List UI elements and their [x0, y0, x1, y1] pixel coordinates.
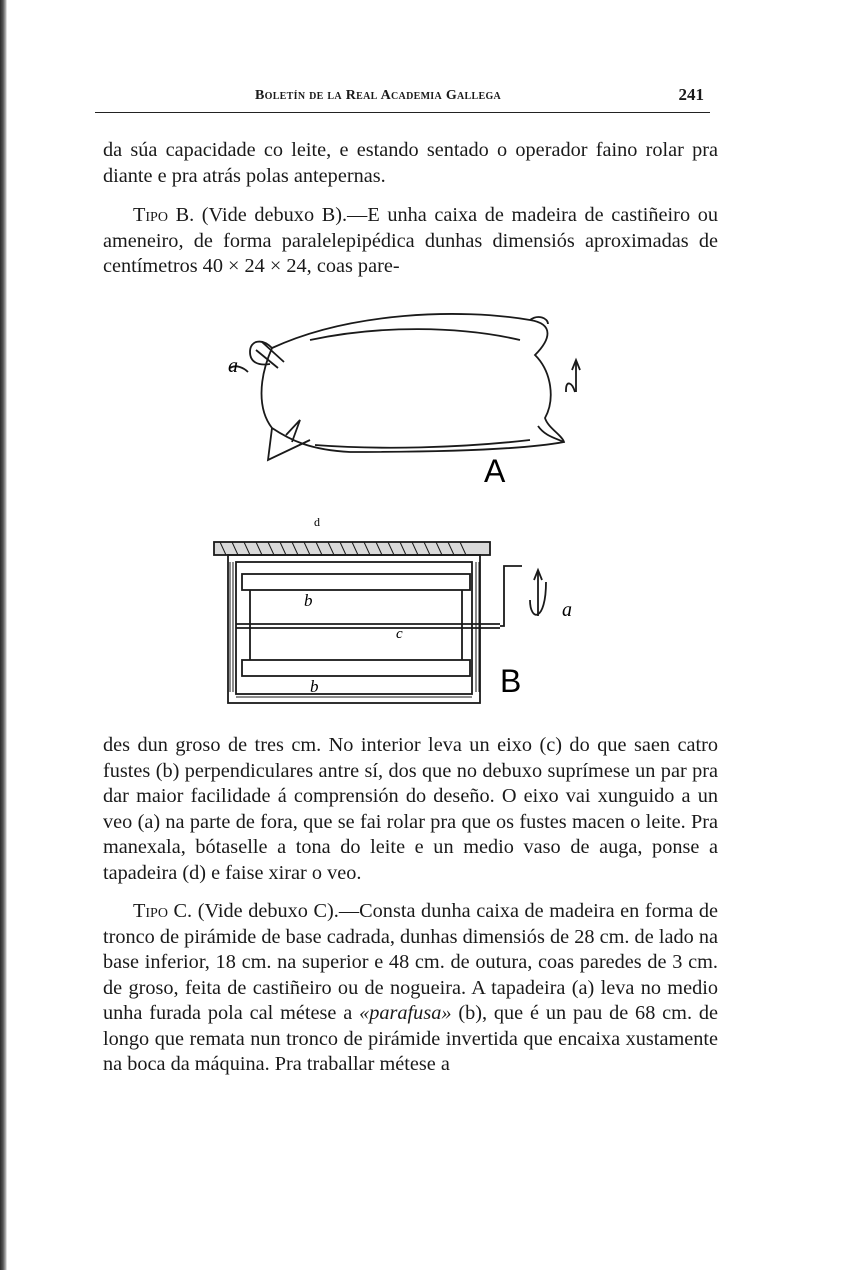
- figure-a-title: A: [484, 453, 506, 489]
- figure-b-label-b-upper: b: [304, 591, 313, 610]
- paragraph-tipo-b-continued: des dun groso de tres cm. No interior leva un eixo (c) do que saen catro fustes (b) perpendiculares antre sí, dos que no debuxo suprímese un par pra dar maior facilidade á comprensión do deseño. O eixo vai xunguido a un veo (a) na parte de fora, que se fai rolar pra que os fustes macen o leite. Pra manexala, bótaselle a tona do leite e un medio vaso de auga, ponse a tapadeira (d) e faise xirar o veo.: [103, 734, 718, 884]
- figure-b-label-c: c: [396, 626, 403, 642]
- page-number: 241: [678, 85, 704, 104]
- text-block-top: [103, 138, 718, 280]
- figure-b-label-a: a: [562, 599, 572, 621]
- page-header: [95, 86, 710, 113]
- text-block-bottom: [103, 733, 718, 1078]
- tipo-c-text-a: (Vide debuxo C).—Consta dunha caixa de madeira en forma de tronco de pirámide de base cadrada, dunhas dimensiós de 28 cm. de lado na base inferior, 18 cm. na superior e 48 cm. de outura, coas paredes de 3 cm. de groso, feita de castiñeiro ou de nogueira. A tapadeira (a) leva no medio unha furada pola cal métese a: [103, 900, 718, 1024]
- figure-b-drawing: [214, 542, 546, 703]
- paragraph-tipo-b: [103, 203, 718, 280]
- tipo-b-text: (Vide debuxo B).—E unha caixa de madeira de castiñeiro ou ameneiro, de forma paralelepipédica dunhas dimensiós aproximadas de centímetros 40 × 24 × 24, coas pare-: [103, 204, 718, 277]
- churn-illustrations: [200, 300, 620, 720]
- tipo-b-label: Tipo B.: [133, 204, 195, 226]
- parafusa-term: «parafusa»: [359, 1002, 452, 1024]
- figure-b-title: B: [500, 663, 522, 699]
- tipo-c-text-b: (b), que é un pau de 68 cm. de longo que remata nun tronco de pirámide invertida que encaixa xustamente na boca da máquina. Pra traballar métese a: [103, 1002, 718, 1075]
- paragraph-tipo-c: [103, 899, 718, 1078]
- page-binding-edge: [0, 0, 7, 1270]
- figure-b-label-d: d: [314, 515, 320, 529]
- paragraph-continuation: da súa capacidade co leite, e estando sentado o operador faino rolar pra diante e pra atrás polas antepernas.: [103, 139, 718, 187]
- figure-b-label-b-lower: b: [310, 677, 319, 696]
- tipo-c-label: Tipo C.: [133, 900, 193, 922]
- figure-svg: [200, 300, 620, 720]
- figure-a-label-a: a: [228, 355, 238, 377]
- running-head: Boletín de la Real Academia Gallega: [255, 88, 502, 103]
- figure-a-drawing: [230, 314, 580, 460]
